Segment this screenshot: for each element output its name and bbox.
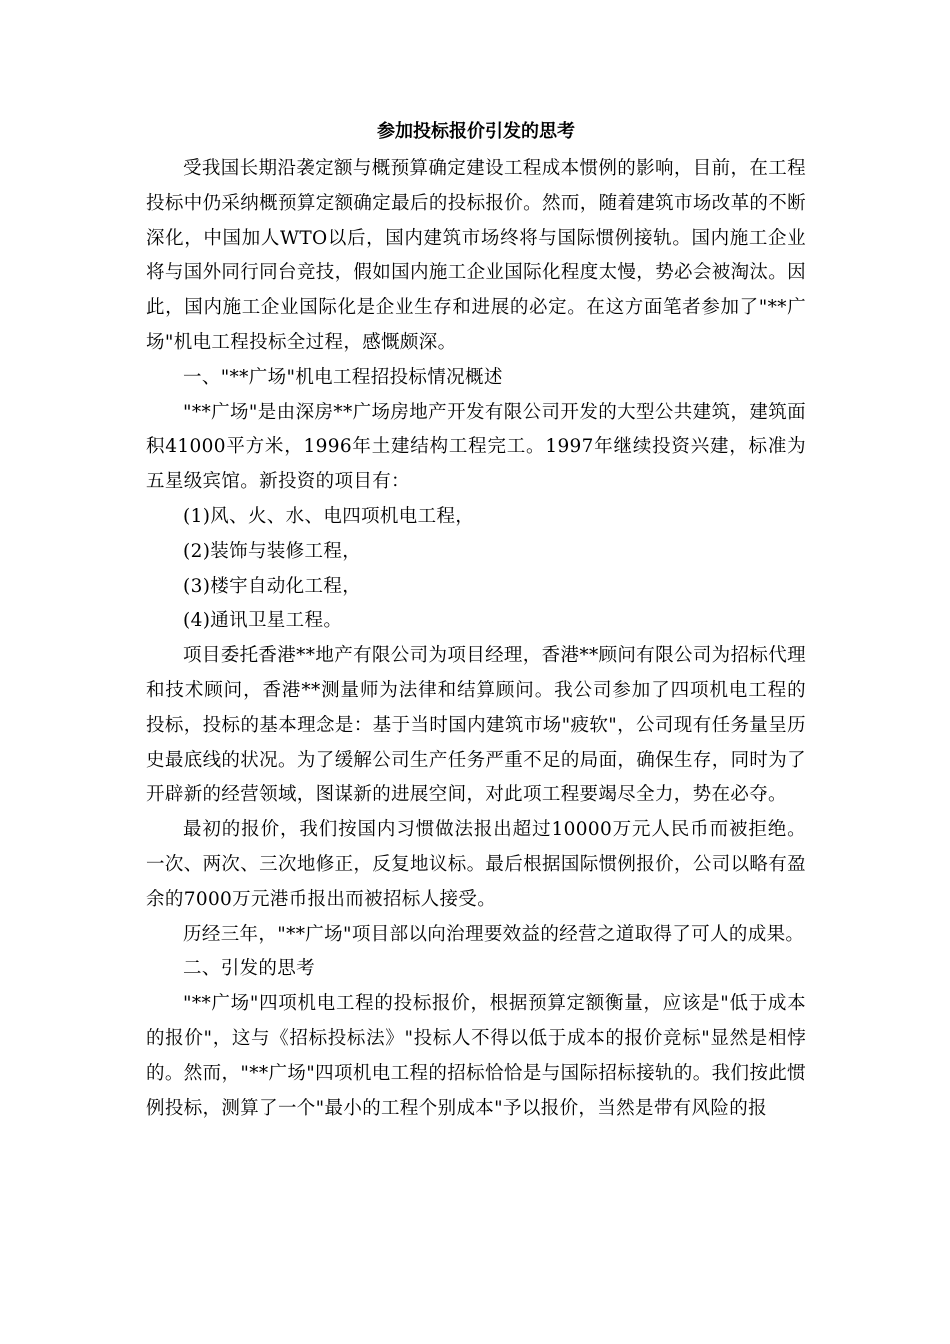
paragraph-project-overview: "**广场"是由深房**广场房地产开发有限公司开发的大型公共建筑，建筑面积41000平方米，1996年土建结构工程完工。1997年继续投资兴建，标准为五星级宾馆。新投资的项目有：: [146, 401, 806, 493]
list-item-4: (4)通讯卫星工程。: [183, 610, 343, 632]
section-heading-2: 二、引发的思考: [183, 958, 315, 980]
document-title: 参加投标报价引发的思考: [377, 121, 575, 142]
paragraph-bidding: 项目委托香港**地产有限公司为项目经理，香港**顾问有限公司为招标代理和技术顾问，香港**测量师为法律和结算顾问。我公司参加了四项机电工程的投标，投标的基本理念是：基于当时国内建筑市场"疲软"，公司现有任务量呈历史最底线的状况。为了缓解公司生产任务严重不足的局面，确保生存，同时为了开辟新的经营领域，图谋新的进展空间，对此项工程要竭尽全力，势在必夺。: [146, 645, 806, 806]
section-heading-1: 一、"**广场"机电工程招投标情况概述: [183, 366, 503, 388]
list-item-2: (2)装饰与装修工程，: [183, 540, 362, 562]
paragraph-reflection: "**广场"四项机电工程的投标报价，根据预算定额衡量，应该是"低于成本的报价"，这与《招标投标法》"投标人不得以低于成本的报价竞标"显然是相悖的。然而，"**广场"四项机电工程的招标恰恰是与国际招标接轨的。我们按此惯例投标，测算了一个"最小的工程个别成本"予以报价，当然是带有风险的报: [146, 993, 806, 1119]
list-item-3: (3)楼宇自动化工程，: [183, 575, 362, 597]
paragraph-intro: 受我国长期沿袭定额与概预算确定建设工程成本惯例的影响，目前，在工程投标中仍采纳概预算定额确定最后的投标报价。然而，随着建筑市场改革的不断深化，中国加人WTO以后，国内建筑市场终将与国际惯例接轨。国内施工企业将与国外同行同台竞技，假如国内施工企业国际化程度太慢，势必会被淘汰。因此，国内施工企业国际化是企业生存和进展的必定。在这方面笔者参加了"**广场"机电工程投标全过程，感慨颇深。: [146, 158, 806, 353]
list-item-1: (1)风、火、水、电四项机电工程，: [183, 505, 475, 527]
paragraph-pricing: 最初的报价，我们按国内习惯做法报出超过10000万元人民币而被拒绝。一次、两次、三次地修正，反复地议标。最后根据国际惯例报价，公司以略有盈余的7000万元港币报出而被招标人接受。: [146, 819, 806, 910]
paragraph-result: 历经三年，"**广场"项目部以向治理要效益的经营之道取得了可人的成果。: [183, 923, 805, 945]
document-page: [146, 118, 806, 1126]
